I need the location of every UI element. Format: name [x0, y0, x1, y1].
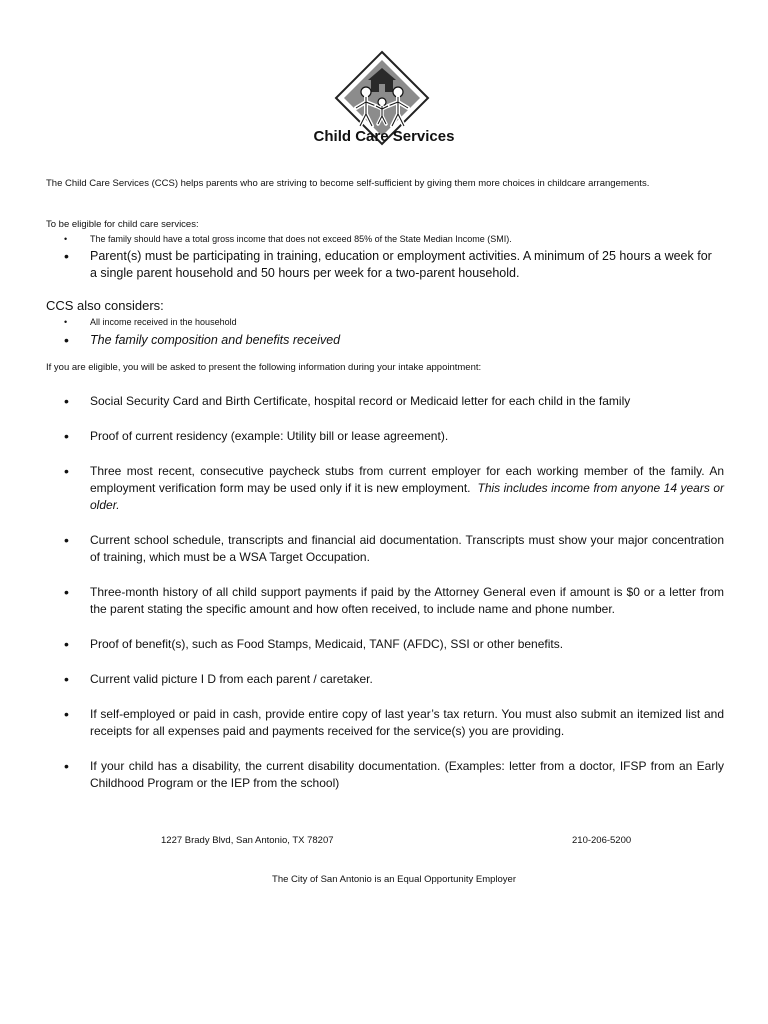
list-item: • If your child has a disability, the current disability documentation. (Examples: letter from a doctor, IFSP from an Early Childhood Program or the IEP from the school) [64, 758, 724, 790]
footer-phone: 210-206-5200 [572, 835, 632, 846]
bullet-icon: • [64, 671, 69, 687]
list-item: • Social Security Card and Birth Certificate, hospital record or Medicaid letter for each child in the family [64, 393, 631, 409]
bullet-icon: • [64, 706, 69, 722]
bullet-icon: • [64, 317, 68, 327]
eligibility-list-small [64, 233, 736, 245]
list-item: • Proof of benefit(s), such as Food Stamps, Medicaid, TANF (AFDC), SSI or other benefits. [64, 636, 564, 652]
documents-list [64, 393, 724, 810]
list-item: • The family should have a total gross income that does not exceed 85% of the State Median Income (SMI). [64, 234, 512, 244]
bullet-icon: • [64, 584, 69, 600]
bullet-icon: • [64, 393, 69, 409]
eligibility-list [64, 248, 722, 282]
considers-heading: CCS also considers: [46, 298, 164, 313]
bullet-icon: • [64, 636, 69, 652]
bullet-icon: • [64, 428, 69, 444]
eligibility-heading: To be eligible for child care services: [46, 219, 199, 230]
footer-eoe-statement: The City of San Antonio is an Equal Opportunity Employer [272, 874, 516, 885]
bullet-icon: • [64, 248, 69, 264]
paystub-italic-note: This includes income from anyone 14 years or older. [90, 481, 724, 512]
list-item: • Current school schedule, transcripts and financial aid documentation. Transcripts must show your major concentration of training, which must be a WSA Target Occupation. [64, 532, 724, 564]
list-item: • The family composition and benefits received [64, 332, 341, 348]
bullet-icon: • [64, 463, 69, 479]
bullet-icon: • [64, 532, 69, 548]
list-item: • Parent(s) must be participating in training, education or employment activities. A minimum of 25 hours a week for a single parent household and 50 hours per week for a two-parent household. [64, 248, 712, 280]
list-item: • If self-employed or paid in cash, provide entire copy of last year’s tax return. You must also submit an itemized list and receipts for all expenses paid and payments received for the service(s) you are providing. [64, 706, 724, 738]
bullet-icon: • [64, 234, 68, 244]
list-item: • Current valid picture I D from each parent / caretaker. [64, 671, 373, 687]
bullet-icon: • [64, 758, 69, 774]
list-item: • Proof of current residency (example: Utility bill or lease agreement). [64, 428, 449, 444]
page-title: Child Care Services [313, 128, 455, 145]
intro-paragraph: The Child Care Services (CCS) helps parents who are striving to become self-sufficient by giving them more choices in childcare arrangements. [46, 178, 650, 189]
bullet-icon: • [64, 332, 69, 348]
considers-list-small [64, 316, 736, 328]
documents-heading: If you are eligible, you will be asked to present the following information during your intake appointment: [46, 362, 482, 373]
footer-address: 1227 Brady Blvd, San Antonio, TX 78207 [161, 835, 334, 846]
list-item: • Three-month history of all child support payments if paid by the Attorney General even if amount is $0 or a letter from the parent stating the specific amount and how often received, to include name and phone number. [64, 584, 724, 616]
list-item: • All income received in the household [64, 317, 237, 327]
considers-list [64, 332, 722, 349]
list-item: • Three most recent, consecutive paycheck stubs from current employer for each working member of the family. An employment verification form may be used only if it is new employment. This includes income from anyone 14 years or older. [64, 463, 724, 512]
